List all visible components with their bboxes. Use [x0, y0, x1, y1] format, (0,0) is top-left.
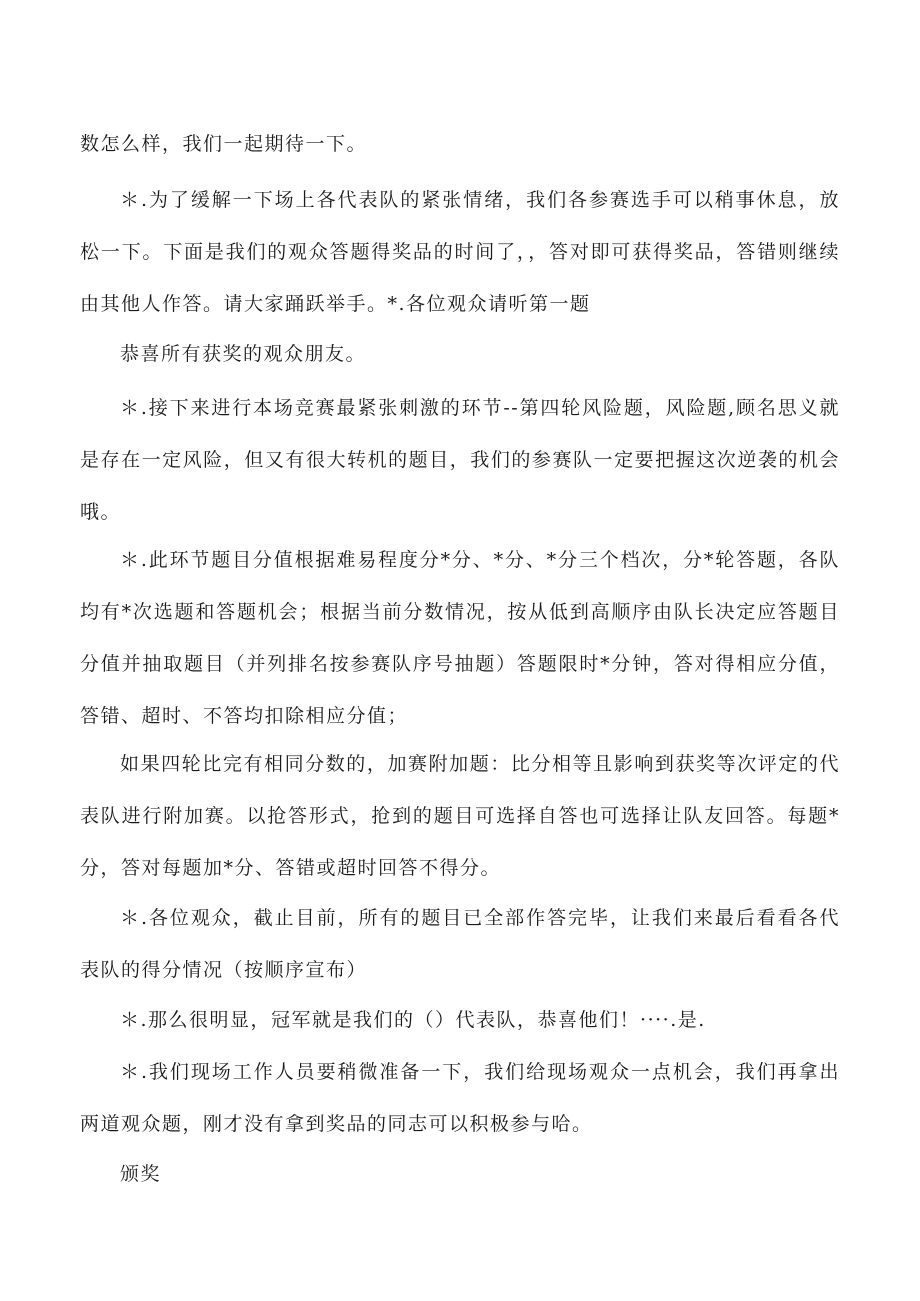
paragraph-scoring-rules: ＊.此环节题目分值根据难易程度分*分、*分、*分三个档次，分*轮答题，各队均有*次选题和答题机会；根据当前分数情况，按从低到高顺序由队长决定应答题目分值并抽取题目（并列排名按参赛队序号抽题）答题限时*分钟，答对得相应分值，答错、超时、不答均扣除相应分值； [80, 549, 840, 727]
paragraph-congratulations: 恭喜所有获奖的观众朋友。 [120, 343, 367, 365]
paragraph-risk-round: ＊.接下来进行本场竞赛最紧张刺激的环节--第四轮风险题，风险题,顾名思义就是存在一定风险，但又有很大转机的题目，我们的参赛队一定要把握这次逆袭的机会哦。 [80, 397, 840, 523]
paragraph-champion: ＊.那么很明显，冠军就是我们的（）代表队，恭喜他们！····.是. [120, 1009, 706, 1031]
paragraph-extra-audience-questions: ＊.我们现场工作人员要稍微准备一下，我们给现场观众一点机会，我们再拿出两道观众题，刚才没有拿到奖品的同志可以积极参与哈。 [80, 1061, 840, 1135]
paragraph-score-announcement: ＊.各位观众，截止目前，所有的题目已全部作答完毕，让我们来最后看看各代表队的得分情况（按顺序宣布） [80, 907, 840, 981]
paragraph-tiebreaker: 如果四轮比完有相同分数的，加赛附加题：比分相等且影响到获奖等次评定的代表队进行附加赛。以抢答形式，抢到的题目可选择自答也可选择让队友回答。每题*分，答对每题加*分、答错或超时回答不得分。 [80, 753, 840, 879]
paragraph-audience-quiz-intro: ＊.为了缓解一下场上各代表队的紧张情绪，我们各参赛选手可以稍事休息，放松一下。下面是我们的观众答题得奖品的时间了，，答对即可获得奖品，答错则继续由其他人作答。请大家踊跃举手。*.各位观众请听第一题 [80, 189, 840, 315]
paragraph-award-ceremony: 颁奖 [120, 1163, 162, 1185]
paragraph-continuation: 数怎么样，我们一起期待一下。 [80, 133, 368, 155]
